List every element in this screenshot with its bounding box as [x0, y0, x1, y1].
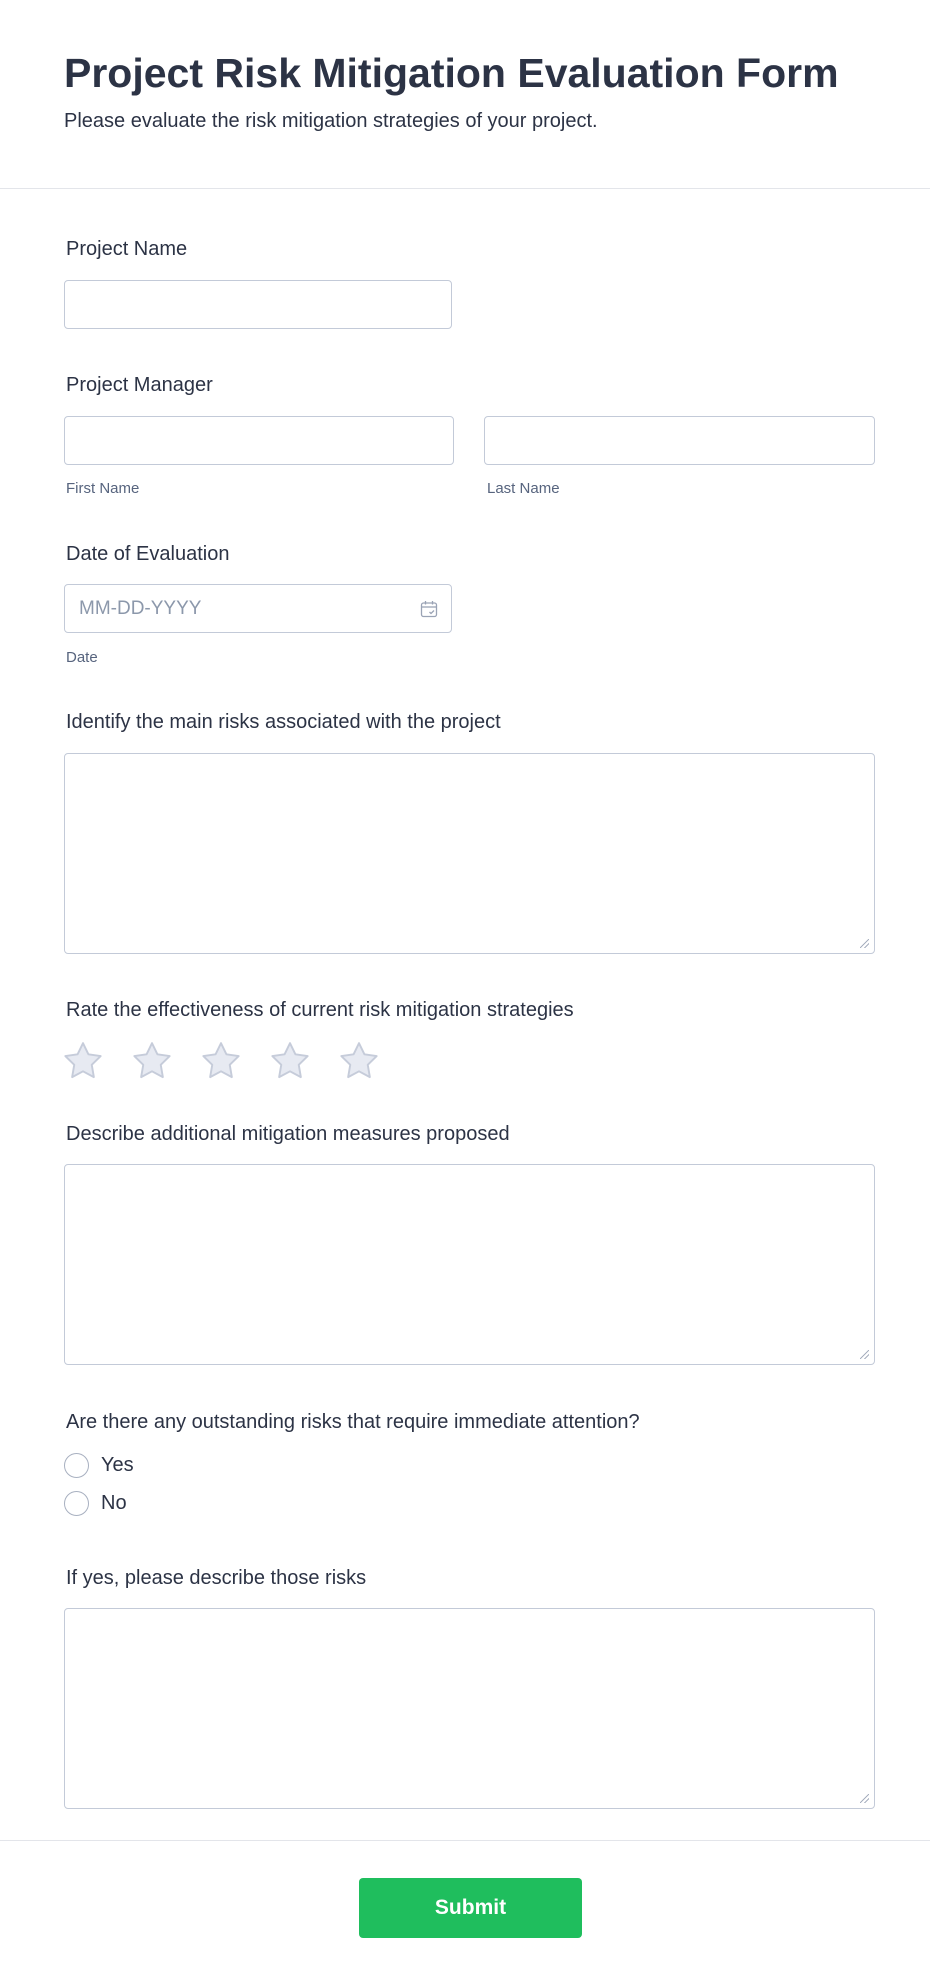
additional-measures-textarea[interactable] — [64, 1164, 875, 1365]
form-title: Project Risk Mitigation Evaluation Form — [64, 50, 839, 96]
star-icon[interactable] — [62, 1040, 104, 1082]
describe-risks-textarea[interactable] — [64, 1608, 875, 1809]
star-icon[interactable] — [338, 1040, 380, 1082]
star-icon[interactable] — [200, 1040, 242, 1082]
additional-measures-label: Describe additional mitigation measures proposed — [66, 1123, 510, 1145]
form-footer — [0, 1840, 930, 1987]
star-icon[interactable] — [131, 1040, 173, 1082]
radio-label-yes: Yes — [101, 1454, 134, 1476]
resize-grip-icon[interactable] — [860, 1350, 869, 1359]
star-icon[interactable] — [269, 1040, 311, 1082]
resize-grip-icon[interactable] — [860, 1794, 869, 1803]
effectiveness-rating-label: Rate the effectiveness of current risk mitigation strategies — [66, 999, 574, 1021]
main-risks-label: Identify the main risks associated with the project — [66, 711, 501, 733]
main-risks-textarea[interactable] — [64, 753, 875, 954]
first-name-sublabel: First Name — [66, 480, 140, 497]
radio-button[interactable] — [64, 1453, 89, 1478]
resize-grip-icon[interactable] — [860, 939, 869, 948]
radio-button[interactable] — [64, 1491, 89, 1516]
form-header — [0, 0, 930, 189]
form-subtitle: Please evaluate the risk mitigation strategies of your project. — [64, 110, 598, 132]
calendar-icon[interactable] — [420, 600, 438, 618]
date-of-evaluation-label: Date of Evaluation — [66, 543, 230, 565]
submit-button[interactable]: Submit — [359, 1878, 582, 1938]
project-name-label: Project Name — [66, 238, 188, 260]
describe-risks-label: If yes, please describe those risks — [66, 1567, 367, 1589]
last-name-input[interactable] — [484, 416, 875, 465]
outstanding-risks-label: Are there any outstanding risks that require immediate attention? — [66, 1411, 640, 1433]
last-name-sublabel: Last Name — [487, 480, 560, 497]
first-name-input[interactable] — [64, 416, 454, 465]
project-manager-label: Project Manager — [66, 374, 213, 396]
date-input[interactable] — [64, 584, 452, 633]
radio-label-no: No — [101, 1492, 127, 1514]
project-name-input[interactable] — [64, 280, 452, 329]
date-sublabel: Date — [66, 649, 98, 666]
